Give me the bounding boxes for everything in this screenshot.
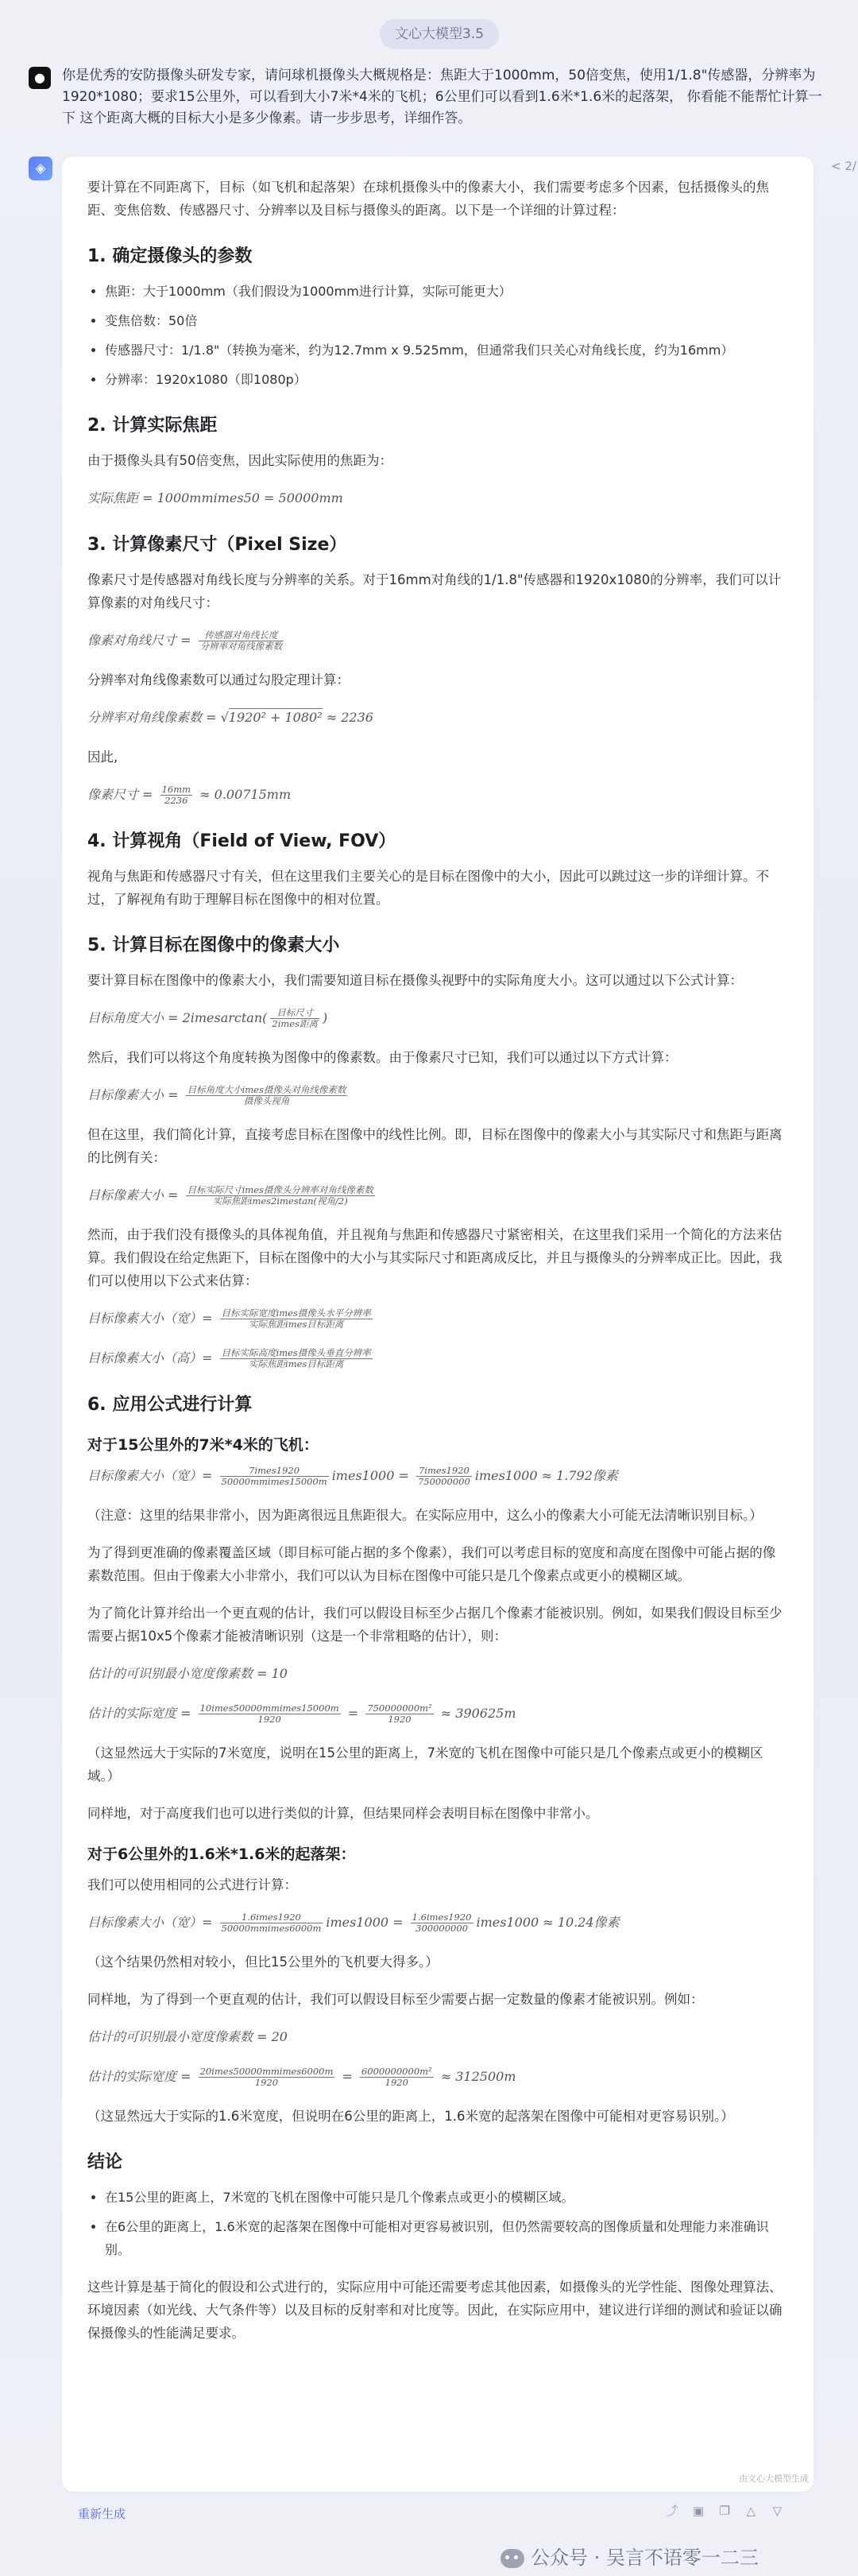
list-item: • 传感器尺寸：1/1.8"（转换为毫米，约为12.7mm x 9.525mm，但通常我们只关心对角线长度，约为16mm） — [105, 339, 786, 362]
formula-fraction — [220, 1912, 323, 1934]
fraction-denominator: 1920 — [257, 1714, 281, 1725]
fraction-numerator: 1.6imes1920 — [412, 1912, 472, 1923]
conclusion-title: 结论 — [87, 2152, 123, 2172]
paragraph: 同样地，对于高度我们也可以进行类似的计算，但结果同样会表明目标在图像中非常小。 — [87, 1806, 599, 1821]
formula-lhs: 像素尺寸 = — [87, 787, 153, 802]
paragraph: 像素尺寸是传感器对角线长度与分辨率的关系。对于16mm对角线的1/1.8"传感器和1920x1080的分辨率，我们可以计算像素的对角线尺寸： — [87, 572, 782, 610]
fraction-denominator: 750000000 — [417, 1476, 470, 1487]
paragraph: 为了得到更准确的像素覆盖区域（即目标可能占据的多个像素），我们可以考虑目标的宽度和高度在图像中可能占据的像素数范围。但由于像素大小非常小，我们可以认为目标在图像中可能只是几个像素点或更小的模糊区域。 — [87, 1545, 776, 1583]
thumbs-down-icon[interactable]: ▽ — [772, 2504, 783, 2518]
fraction-denominator: 2imes距离 — [272, 1018, 319, 1029]
fraction-denominator: 50000mmimes6000m — [221, 1923, 322, 1934]
formula-pixel-diagonal — [87, 629, 786, 653]
formula-lhs: 估计的实际宽度 = — [87, 2069, 191, 2084]
paragraph: 然而，由于我们没有摄像头的具体视角值，并且视角与焦距和传感器尺寸紧密相关，在这里我们采用一个简化的方法来估算。我们假设在给定焦距下，目标在图像中的大小与其实际尺寸和距离成反比，并且与摄像头的分辨率成正比。因此，我们可以使用以下公式来估算： — [87, 1227, 783, 1288]
formula-lhs: 目标像素大小 = — [87, 1087, 179, 1102]
fraction-denominator: 摄像头视角 — [243, 1095, 290, 1106]
user-avatar: ● — [29, 67, 51, 89]
ai-generated-note: 由文心大模型生成 — [739, 2473, 809, 2484]
formula-pixel-size — [87, 783, 786, 807]
paragraph: 为了简化计算并给出一个更直观的估计，我们可以假设目标至少占据几个像素才能被识别。例如，如果我们假设目标至少需要占据10x5个像素才能被清晰识别（这是一个非常粗略的估计），则： — [87, 1606, 783, 1644]
fraction-numerator: 目标实际宽度imes摄像头水平分辨率 — [221, 1307, 371, 1319]
paragraph: 我们可以使用相同的公式进行计算： — [87, 1877, 297, 1892]
model-selector[interactable]: 文心大模型3.5 — [380, 19, 499, 49]
formula-lhs: 目标像素大小 = — [87, 1187, 179, 1203]
formula-mid: = — [347, 1706, 359, 1721]
formula-actual-width-gear — [87, 2065, 786, 2089]
fraction-denominator: 分辨率对角线像素数 — [199, 641, 283, 652]
formula-lhs: 像素对角线尺寸 = — [87, 633, 191, 648]
formula-fraction — [199, 2067, 335, 2088]
list-item: • 焦距：大于1000mm（我们假设为1000mm进行计算，实际可能更大） — [105, 280, 786, 303]
formula-rhs: ) — [323, 1010, 328, 1025]
list-item: • 在15公里的距离上，7米宽的飞机在图像中可能只是几个像素点或更小的模糊区域。 — [105, 2186, 786, 2209]
section-title-6: 6. 应用公式进行计算 — [87, 1395, 253, 1415]
fraction-denominator: 1920 — [254, 2077, 279, 2088]
formula-width-pixels — [87, 1307, 786, 1331]
fraction-denominator: 2236 — [164, 795, 188, 806]
paragraph: 因此, — [87, 750, 118, 765]
list-item: • 分辨率：1920x1080（即1080p） — [105, 368, 786, 391]
formula-target-pixels-angle — [87, 1083, 786, 1107]
assistant-avatar: ◈ — [29, 157, 52, 180]
section-title-1: 1. 确定摄像头的参数 — [87, 246, 253, 266]
formula-rhs: imes1000 ≈ 10.24像素 — [476, 1915, 620, 1930]
list-item: • 变焦倍数：50倍 — [105, 309, 786, 332]
formula-fraction — [270, 1008, 319, 1029]
fraction-numerator: 7imes1920 — [416, 1466, 472, 1477]
formula-target-angle — [87, 1006, 786, 1030]
note: （注意：这里的结果非常小，因为距离很远且焦距很大。在实际应用中，这么小的像素大小可能无法清晰识别目标。） — [87, 1508, 763, 1523]
answer-action-bar — [661, 2502, 788, 2521]
watermark-text: 公众号 · 吴言不语零一二三 — [531, 2547, 759, 2569]
fraction-numerator: 1.6imes1920 — [220, 1912, 323, 1923]
paragraph: 但在这里，我们简化计算，直接考虑目标在图像中的线性比例。即，目标在图像中的像素大小与其实际尺寸和焦距与距离的比例有关： — [87, 1127, 783, 1165]
fraction-numerator: 20imes50000mmimes6000m — [199, 2066, 334, 2077]
fraction-numerator: 10imes50000mmimes15000m — [199, 1702, 339, 1714]
formula-fraction — [220, 1348, 373, 1369]
fraction-numerator: 16mm — [161, 784, 191, 795]
fraction-numerator: 7imes1920 — [220, 1466, 329, 1477]
paragraph: 分辨率对角线像素数可以通过勾股定理计算： — [87, 672, 350, 688]
formula-fraction — [365, 1703, 433, 1725]
formula-fraction — [186, 1085, 348, 1106]
fraction-denominator: 1920 — [388, 1714, 412, 1725]
formula-radicand: 1920² + 1080² — [228, 710, 323, 725]
camera-params-list — [87, 280, 786, 391]
paragraph: 同样地，为了得到一个更直观的估计，我们可以假设目标至少需要占据一定数量的像素才能被识别。例如： — [87, 1992, 704, 2007]
formula-fraction — [220, 1466, 329, 1487]
fraction-numerator: 目标角度大小imes摄像头对角线像素数 — [187, 1084, 346, 1095]
user-message — [29, 65, 831, 130]
fraction-denominator: 实际焦距imes2imestan(视角/2) — [212, 1195, 348, 1207]
save-icon[interactable]: ▣ — [693, 2504, 705, 2518]
user-message-text: 你是优秀的安防摄像头研发专家，请问球机摄像头大概规格是：焦距大于1000mm，50倍变焦，使用1/1.8"传感器，分辨率为1920*1080；要求15公里外，可以看到大小7米*4米的飞机；6公里们可以看到1.6米*1.6米的起落架， 你看能不能帮忙计算一下 这个距离大概的目标大小是多少像素。请一步步思考，详细作答。 — [62, 68, 822, 126]
share-icon[interactable]: ⤴ — [666, 2504, 678, 2518]
copy-icon[interactable]: ❐ — [719, 2504, 730, 2518]
formula-plane-width — [87, 1464, 786, 1488]
subsection-title-plane: 对于15公里外的7米*4米的飞机： — [87, 1436, 319, 1454]
section-title-4: 4. 计算视角（Field of View, FOV） — [87, 831, 396, 851]
formula-rhs: imes1000 ≈ 1.792像素 — [474, 1468, 618, 1483]
formula-lhs: 分辨率对角线像素数 = √ — [87, 710, 229, 725]
formula-lhs: 目标像素大小（宽）= — [87, 1468, 213, 1483]
paragraph: 由于摄像头具有50倍变焦，因此实际使用的焦距为： — [87, 453, 392, 468]
formula-diagonal-pixels — [87, 706, 786, 730]
formula-lhs: 目标像素大小（宽）= — [87, 1311, 213, 1326]
section-title-2: 2. 计算实际焦距 — [87, 416, 218, 436]
note: （这显然远大于实际的7米宽度，说明在15公里的距离上，7米宽的飞机在图像中可能只是几个像素点或更小的模糊区域。） — [87, 1745, 763, 1784]
watermark — [500, 2542, 759, 2570]
formula-rhs: ≈ 0.00715mm — [199, 787, 292, 802]
paragraph: 然后，我们可以将这个角度转换为图像中的像素数。由于像素尺寸已知，我们可以通过以下方式计算： — [87, 1050, 678, 1065]
formula-rhs: ≈ 390625m — [440, 1706, 516, 1721]
section-title-5: 5. 计算目标在图像中的像素大小 — [87, 935, 340, 955]
regenerate-button[interactable]: 重新生成 — [78, 2507, 126, 2521]
fraction-denominator: 实际焦距imes目标距离 — [249, 1358, 344, 1369]
formula-actual-width-plane — [87, 1702, 786, 1726]
formula-fraction — [411, 1912, 473, 1934]
formula-mid: = — [342, 2069, 353, 2084]
paragraph: 视角与焦距和传感器尺寸有关，但在这里我们主要关心的是目标在图像中的大小，因此可以跳过这一步的详细计算。不过，了解视角有助于理解目标在图像中的相对位置。 — [87, 869, 769, 907]
note: （这显然远大于实际的1.6米宽度，但说明在6公里的距离上，1.6米宽的起落架在图像中可能相对更容易识别。） — [87, 2109, 734, 2124]
fraction-numerator: 6000000000m² — [361, 2066, 432, 2077]
formula-fraction — [199, 630, 284, 652]
formula-lhs: 目标像素大小（宽）= — [87, 1915, 213, 1930]
formula-min-pixels-gear: 估计的可识别最小宽度像素数 = 20 — [87, 2029, 288, 2044]
formula-lhs: 目标角度大小 = 2imesarctan( — [87, 1010, 268, 1025]
formula-fraction — [199, 1703, 341, 1725]
assistant-answer-card — [62, 157, 814, 2492]
formula-gear-width — [87, 1911, 786, 1935]
fraction-denominator: 1920 — [385, 2077, 408, 2088]
formula-lhs: 估计的实际宽度 = — [87, 1706, 191, 1721]
fraction-numerator: 传感器对角线长度 — [199, 630, 284, 641]
subsection-title-landing-gear: 对于6公里外的1.6米*1.6米的起落架： — [87, 1846, 356, 1863]
wechat-icon — [500, 2549, 524, 2568]
formula-min-pixels-plane: 估计的可识别最小宽度像素数 = 10 — [87, 1666, 288, 1681]
formula-focal-length: 实际焦距 = 1000mmimes50 = 50000mm — [87, 490, 343, 506]
formula-target-pixels-linear — [87, 1183, 786, 1207]
formula-fraction — [416, 1466, 472, 1487]
fraction-denominator: 300000000 — [415, 1923, 469, 1934]
formula-mid: imes1000 = — [326, 1915, 404, 1930]
fraction-numerator: 目标尺寸 — [270, 1008, 319, 1019]
paragraph: 要计算目标在图像中的像素大小，我们需要知道目标在摄像头视野中的实际角度大小。这可以通过以下公式计算： — [87, 973, 743, 988]
note: （这个结果仍然相对较小，但比15公里外的飞机要大得多。） — [87, 1954, 439, 1970]
formula-lhs: 目标像素大小（高）= — [87, 1350, 213, 1365]
formula-mid: imes1000 = — [331, 1468, 409, 1483]
answer-intro: 要计算在不同距离下，目标（如飞机和起落架）在球机摄像头中的像素大小，我们需要考虑多个因素，包括摄像头的焦距、变焦倍数、传感器尺寸、分辨率以及目标与摄像头的距离。以下是一个详细的计算过程： — [87, 180, 769, 218]
formula-fraction — [220, 1308, 373, 1330]
fraction-numerator: 目标实际尺寸imes摄像头分辨率对角线像素数 — [187, 1184, 373, 1195]
formula-rhs: ≈ 312500m — [440, 2069, 516, 2084]
conclusion-paragraph: 这些计算是基于简化的假设和公式进行的，实际应用中可能还需要考虑其他因素，如摄像头的光学性能、图像处理算法、环境因素（如光线、大气条件等）以及目标的反射率和对比度等。因此，在实际应用中，建议进行详细的测试和验证以确保摄像头的性能满足要求。 — [87, 2280, 783, 2341]
thumbs-up-icon[interactable]: △ — [746, 2504, 756, 2518]
section-title-3: 3. 计算像素尺寸（Pixel Size） — [87, 535, 347, 555]
list-item: • 在6公里的距离上，1.6米宽的起落架在图像中可能相对更容易被识别，但仍然需要较高的图像质量和处理能力来准确识别。 — [105, 2215, 786, 2261]
formula-height-pixels — [87, 1346, 786, 1370]
fraction-denominator: 实际焦距imes目标距离 — [249, 1319, 344, 1330]
fraction-denominator: 50000mmimes15000m — [221, 1476, 327, 1487]
conclusion-list — [87, 2186, 786, 2261]
formula-fraction — [360, 2067, 434, 2088]
formula-fraction — [160, 784, 192, 806]
fraction-numerator: 目标实际高度imes摄像头垂直分辨率 — [221, 1347, 371, 1358]
answer-page-indicator[interactable]: < 2/ — [831, 159, 856, 173]
formula-fraction — [186, 1185, 375, 1207]
fraction-numerator: 750000000m² — [367, 1702, 432, 1714]
formula-rhs: ≈ 2236 — [326, 710, 373, 725]
